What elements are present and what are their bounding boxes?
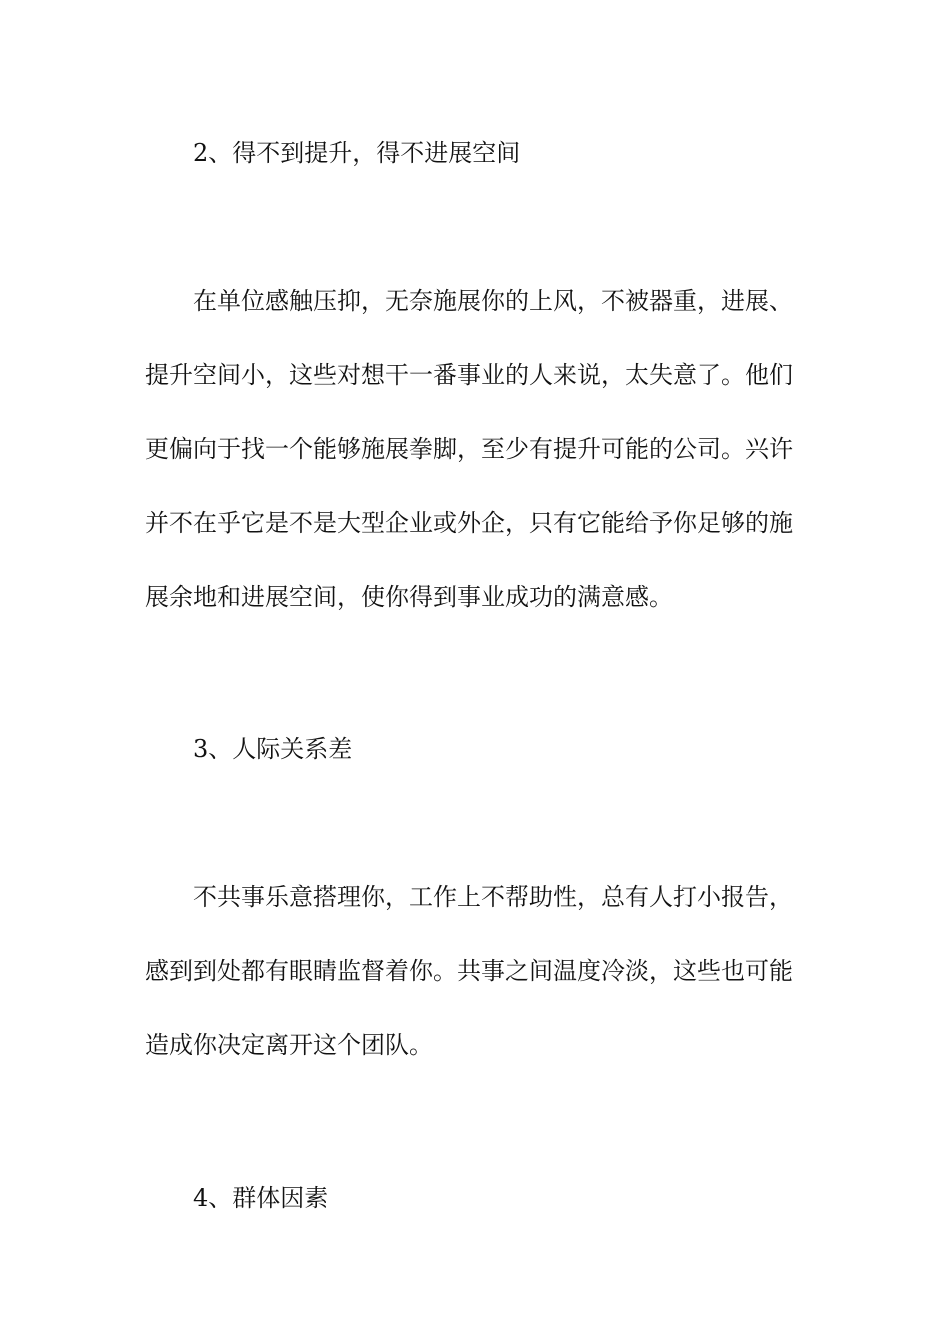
- section-2-paragraph: [145, 264, 815, 634]
- section-4-heading: 4、群体因素: [193, 1184, 329, 1212]
- paragraph-line: 并不在乎它是不是大型企业或外企，只有它能给予你足够的施: [145, 509, 793, 537]
- paragraph-line: 提升空间小，这些对想干一番事业的人来说，太失意了。他们: [145, 361, 793, 389]
- paragraph-line: 造成你决定离开这个团队。: [145, 1031, 433, 1059]
- paragraph-line: 展余地和进展空间，使你得到事业成功的满意感。: [145, 583, 673, 611]
- section-3-paragraph: [145, 860, 815, 1082]
- paragraph-line: 感到到处都有眼睛监督着你。共事之间温度冷淡，这些也可能: [145, 957, 793, 985]
- paragraph-line: 在单位感触压抑，无奈施展你的上风，不被器重，进展、: [193, 287, 793, 315]
- paragraph-line: 更偏向于找一个能够施展拳脚，至少有提升可能的公司。兴许: [145, 435, 793, 463]
- section-3-heading: 3、人际关系差: [193, 735, 353, 763]
- section-2-heading: 2、得不到提升，得不进展空间: [193, 139, 521, 167]
- paragraph-line: 不共事乐意搭理你，工作上不帮助性，总有人打小报告，: [193, 883, 793, 911]
